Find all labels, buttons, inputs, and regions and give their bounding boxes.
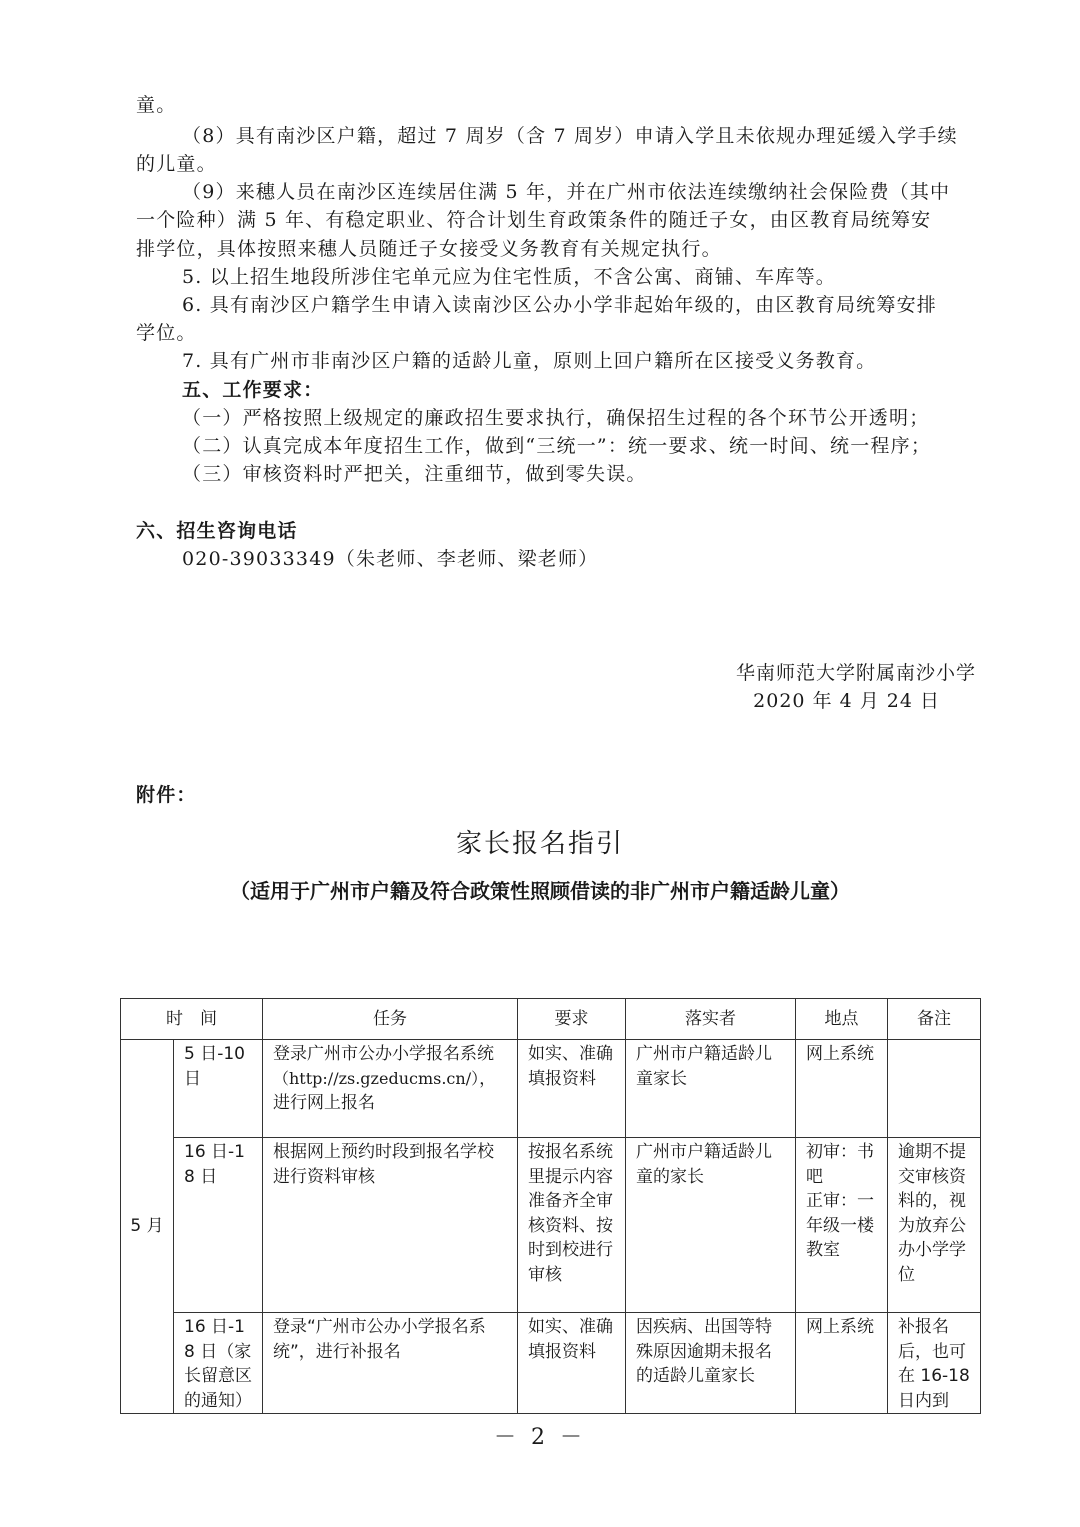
- paragraph-line: 7. 具有广州市非南沙区户籍的适龄儿童，原则上回户籍所在区接受义务教育。: [182, 350, 877, 372]
- remark-cell: 补报名后，也可在 16-18 日内到: [888, 1313, 981, 1414]
- header-task: 任务: [263, 999, 518, 1040]
- location-first-review: 初审：书吧: [806, 1142, 874, 1187]
- paragraph-line: （三）审核资料时严把关，注重细节，做到零失误。: [182, 463, 647, 485]
- location-cell: 网上系统: [796, 1313, 888, 1414]
- signature-date: 2020 年 4 月 24 日: [753, 690, 940, 712]
- date-cell: 16 日-18 日（家长留意区的通知）: [174, 1313, 263, 1414]
- date-cell: 5 日-10 日: [174, 1040, 263, 1138]
- task-cell: 登录“广州市公办小学报名系统”，进行补报名: [263, 1313, 518, 1414]
- header-responsible: 落实者: [626, 999, 796, 1040]
- guide-subtitle: （适用于广州市户籍及符合政策性照顾借读的非广州市户籍适龄儿童）: [230, 879, 850, 903]
- requirement-cell: 按报名系统里提示内容准备齐全审核资料、按时到校进行审核: [518, 1138, 626, 1313]
- section-heading-work-requirements: 五、工作要求：: [182, 379, 324, 401]
- table-row: [121, 1138, 981, 1313]
- responsible-cell: 广州市户籍适龄儿童的家长: [626, 1138, 796, 1313]
- registration-guide-table: [120, 998, 981, 1414]
- attachment-label: 附件：: [136, 784, 197, 806]
- guide-title: 家长报名指引: [455, 829, 624, 859]
- paragraph-line: 的儿童。: [136, 153, 217, 175]
- remark-cell: [888, 1040, 981, 1138]
- paragraph-line: （一）严格按照上级规定的廉政招生要求执行，确保招生过程的各个环节公开透明；: [182, 407, 930, 429]
- paragraph-line: 5. 以上招生地段所涉住宅单元应为住宅性质，不含公寓、商铺、车库等。: [182, 266, 836, 288]
- task-text: 登录广州市公办小学报名系统: [273, 1044, 494, 1064]
- task-text-after: ，进行网上报名: [273, 1068, 497, 1113]
- requirement-cell: 如实、准确填报资料: [518, 1313, 626, 1414]
- month-cell: 5 月: [121, 1040, 174, 1414]
- paragraph-line: 一个险种）满 5 年、有稳定职业、符合计划生育政策条件的随迁子女，由区教育局统筹安: [136, 209, 932, 231]
- requirement-cell: 如实、准确填报资料: [518, 1040, 626, 1138]
- task-cell: 根据网上预约时段到报名学校进行资料审核: [263, 1138, 518, 1313]
- paragraph-line: （二）认真完成本年度招生工作，做到“三统一”：统一要求、统一时间、统一程序；: [182, 435, 932, 457]
- responsible-cell: 因疾病、出国等特殊原因逾期未报名的适龄儿童家长: [626, 1313, 796, 1414]
- task-cell: [263, 1040, 518, 1138]
- location-cell: [796, 1138, 888, 1313]
- table-row: [121, 1313, 981, 1414]
- location-final-review: 正审：一年级一楼教室: [806, 1191, 874, 1260]
- header-location: 地点: [796, 999, 888, 1040]
- paragraph-line: （8）具有南沙区户籍，超过 7 周岁（含 7 周岁）申请入学且未依规办理延缓入学手续: [182, 125, 958, 147]
- paragraph-line: 6. 具有南沙区户籍学生申请入读南沙区公办小学非起始年级的，由区教育局统筹安排: [182, 294, 937, 316]
- paragraph-line: 学位。: [136, 322, 197, 344]
- section-heading-contact-phone: 六、招生咨询电话: [136, 520, 298, 542]
- registration-url-link[interactable]: （http://zs.gzeducms.cn/）: [273, 1068, 480, 1088]
- paragraph-line: （9）来穗人员在南沙区连续居住满 5 年，并在广州市依法连续缴纳社会保险费（其中: [182, 181, 951, 203]
- contact-phone-line: 020-39033349（朱老师、李老师、梁老师）: [182, 548, 599, 570]
- remark-cell: 逾期不提交审核资料的，视为放弃公办小学学位: [888, 1138, 981, 1313]
- page-number: － 2 －: [494, 1425, 586, 1450]
- paragraph-line: 排学位，具体按照来穗人员随迁子女接受义务教育有关规定执行。: [136, 238, 722, 260]
- header-time: 时 间: [121, 999, 263, 1040]
- location-cell: 网上系统: [796, 1040, 888, 1138]
- signature-school: 华南师范大学附属南沙小学: [735, 662, 976, 684]
- responsible-cell: 广州市户籍适龄儿童家长: [626, 1040, 796, 1138]
- paragraph-line: 童。: [136, 94, 177, 116]
- date-cell: 16 日-18 日: [174, 1138, 263, 1313]
- header-requirement: 要求: [518, 999, 626, 1040]
- table-row: [121, 1040, 981, 1138]
- header-remark: 备注: [888, 999, 981, 1040]
- table-header-row: [121, 999, 981, 1040]
